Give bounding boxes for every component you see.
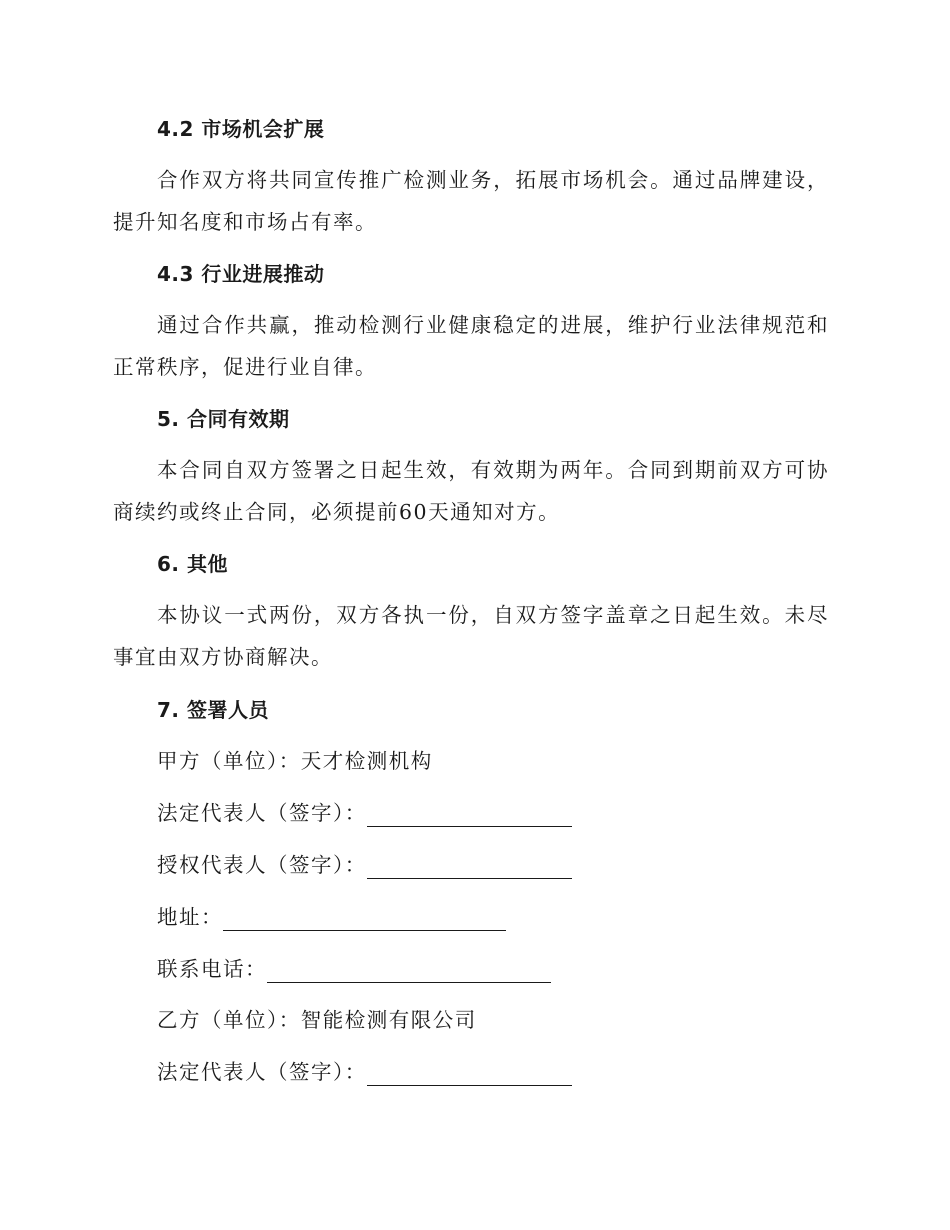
party-b-legal-rep-line	[157, 1058, 572, 1086]
party-a-address-blank[interactable]	[223, 908, 506, 931]
section-heading-4-2: 4.2 市场机会扩展	[157, 117, 325, 141]
party-a-label: 甲方（单位）：天才检测机构	[157, 749, 433, 773]
party-b-label: 乙方（单位）：智能检测有限公司	[157, 1008, 477, 1032]
party-a-legal-rep-line	[157, 799, 572, 827]
section-heading-7: 7. 签署人员	[157, 698, 269, 722]
section-body-6: 本协议一式两份，双方各执一份，自双方签字盖章之日起生效。未尽事宜由双方协商解决。	[113, 603, 829, 669]
party-a-auth-rep-line	[157, 851, 572, 879]
section-heading-6: 6. 其他	[157, 552, 228, 576]
section-heading-5: 5. 合同有效期	[157, 407, 290, 431]
party-a-line	[157, 747, 433, 775]
party-a-address-label: 地址：	[157, 905, 223, 929]
party-b-legal-rep-label: 法定代表人（签字）：	[157, 1060, 367, 1084]
party-a-legal-rep-label: 法定代表人（签字）：	[157, 801, 367, 825]
party-b-line	[157, 1006, 477, 1034]
section-heading-4-3: 4.3 行业进展推动	[157, 262, 325, 286]
party-a-address-line	[157, 903, 506, 931]
party-b-legal-rep-signature-blank[interactable]	[367, 1063, 572, 1086]
party-a-auth-rep-signature-blank[interactable]	[367, 856, 572, 879]
section-body-5: 本合同自双方签署之日起生效，有效期为两年。合同到期前双方可协商续约或终止合同，必须提前60天通知对方。	[113, 458, 829, 524]
party-a-phone-label: 联系电话：	[157, 957, 267, 981]
party-a-phone-line	[157, 955, 551, 983]
party-a-auth-rep-label: 授权代表人（签字）：	[157, 853, 367, 877]
party-a-legal-rep-signature-blank[interactable]	[367, 804, 572, 827]
section-body-4-3: 通过合作共赢，推动检测行业健康稳定的进展，维护行业法律规范和正常秩序，促进行业自律。	[113, 313, 829, 379]
section-body-4-2: 合作双方将共同宣传推广检测业务，拓展市场机会。通过品牌建设，提升知名度和市场占有率。	[113, 168, 829, 234]
party-a-phone-blank[interactable]	[267, 960, 551, 983]
